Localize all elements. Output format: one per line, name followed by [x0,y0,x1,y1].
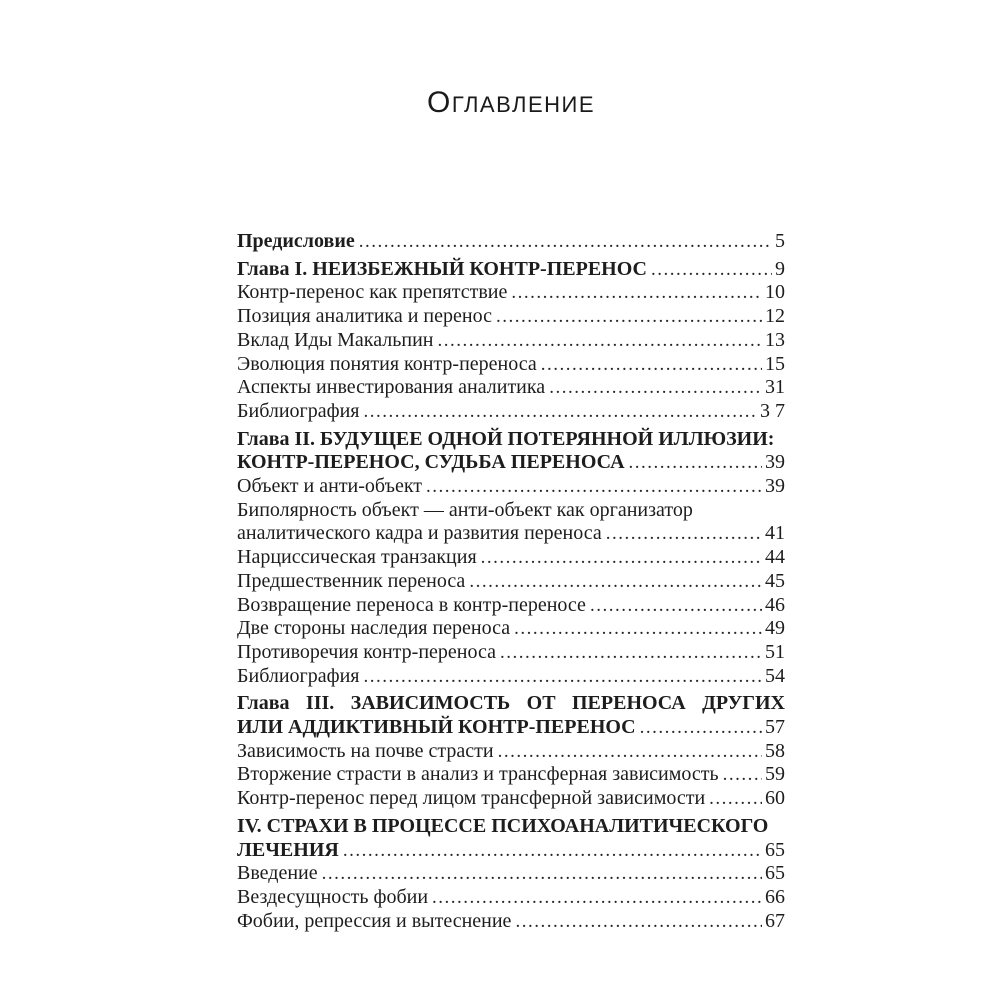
dot-leader [481,546,762,570]
toc-entry-page: 54 [765,664,785,687]
toc-entry [237,740,785,764]
table-of-contents [237,230,785,933]
toc-entry-page: 49 [765,617,785,640]
page-title: ОГЛАВЛЕНИЕ [426,86,596,119]
toc-entry [237,665,785,689]
toc-entry [237,594,785,618]
toc-entry-label: ИЛИ АДДИКТИВНЫЙ КОНТР-ПЕРЕНОС [237,716,636,739]
dot-leader [432,886,762,910]
toc-entry-label: Вклад Иды Макальпин [237,328,434,351]
toc-entry-label: Вторжение страсти в анализ и трансферная зависимость [237,763,719,786]
dot-leader [496,305,762,329]
toc-entry-line2 [237,522,785,546]
toc-entry [237,400,785,424]
dot-leader [515,910,762,934]
toc-entry-label: Предшественник переноса [237,569,466,592]
toc-entry [237,641,785,665]
toc-entry-page: 58 [765,739,785,762]
toc-entry-line2 [237,839,785,863]
toc-entry-page: 45 [765,569,785,592]
toc-entry-line1: Биполярность объект — анти-объект как организатор [237,498,693,521]
toc-entry-chapter [237,428,785,475]
dot-leader [590,594,762,618]
dot-leader [469,570,762,594]
toc-entry-page: 13 [765,328,785,351]
toc-entry [237,617,785,641]
toc-entry-page: 44 [765,546,785,569]
toc-entry-page: 15 [765,352,785,375]
toc-entry-line2 [237,451,785,475]
toc-entry-label: Возвращение переноса в контр-переносе [237,593,586,616]
toc-entry-label: Контр-перенос как препятствие [237,281,508,304]
toc-entry-page: 60 [765,787,785,810]
toc-entry-page: 41 [765,522,785,545]
dot-leader [606,522,762,546]
toc-entry-chapter [237,815,785,862]
dot-leader [514,617,762,641]
dot-leader [364,665,763,689]
dot-leader [629,451,762,475]
toc-entry-label: Библиография [237,399,360,422]
toc-entry-page: 3 7 [760,399,785,422]
toc-entry-label: Позиция аналитика и перенос [237,305,492,328]
toc-entry-page: 46 [765,593,785,616]
dot-leader [709,787,762,811]
dot-leader [364,400,758,424]
dot-leader [500,641,762,665]
toc-entry-label: Аспекты инвестирования аналитика [237,376,546,399]
toc-entry-label: Нарциссическая транзакция [237,546,477,569]
toc-entry-page: 57 [765,716,785,739]
dot-leader [498,740,762,764]
toc-entry-label: Контр-перенос перед лицом трансферной зависимости [237,787,706,810]
toc-entry-chapter [237,258,785,282]
dot-leader [426,475,762,499]
toc-entry [237,281,785,305]
toc-entry-label: Две стороны наследия переноса [237,617,511,640]
toc-entry-page: 65 [765,862,785,885]
toc-entry-label: Объект и анти-объект [237,475,423,498]
toc-entry-page: 66 [765,885,785,908]
toc-entry-label: Зависимость на почве страсти [237,739,494,762]
toc-entry-line1: IV. СТРАХИ В ПРОЦЕССЕ ПСИХОАНАЛИТИЧЕСКОГО [237,814,769,837]
dot-leader [437,329,762,353]
dot-leader [549,376,762,400]
toc-entry-line1: Глава II. БУДУЩЕЕ ОДНОЙ ПОТЕРЯННОЙ ИЛЛЮЗИИ: [237,427,775,450]
toc-entry-label: КОНТР-ПЕРЕНОС, СУДЬБА ПЕРЕНОСА [237,451,625,474]
toc-entry-label: Введение [237,862,318,885]
toc-entry [237,763,785,787]
toc-entry-page: 59 [765,763,785,786]
dot-leader [343,839,762,863]
toc-entry-line1: Глава III. ЗАВИСИМОСТЬ ОТ ПЕРЕНОСА ДРУГИХ [237,692,785,715]
toc-entry [237,376,785,400]
toc-entry-label: ЛЕЧЕНИЯ [237,838,339,861]
dot-leader [651,258,772,282]
toc-entry-line2 [237,716,785,740]
toc-entry [237,886,785,910]
dot-leader [640,716,762,740]
toc-entry-page: 65 [765,838,785,861]
toc-entry-label: аналитического кадра и развития переноса [237,522,602,545]
toc-entry-page: 9 [775,257,785,280]
toc-entry [237,787,785,811]
toc-entry-label: Предисловие [237,230,355,252]
toc-entry-page: 39 [765,451,785,474]
toc-entry-page: 5 [775,230,785,252]
toc-entry [237,305,785,329]
dot-leader [511,281,762,305]
toc-entry-page: 39 [765,475,785,498]
toc-entry-page: 12 [765,305,785,328]
toc-entry-page: 51 [765,640,785,663]
toc-entry-label: Библиография [237,664,360,687]
toc-entry-label: Противоречия контр-переноса [237,640,496,663]
toc-entry [237,230,785,254]
toc-entry [237,499,785,546]
toc-entry [237,353,785,377]
toc-entry [237,546,785,570]
toc-entry-label: Глава I. НЕИЗБЕЖНЫЙ КОНТР-ПЕРЕНОС [237,257,647,280]
toc-entry [237,475,785,499]
toc-entry-label: Фобии, репрессия и вытеснение [237,909,512,932]
dot-leader [541,353,762,377]
dot-leader [359,230,772,254]
toc-entry-label: Вездесущность фобии [237,885,429,908]
toc-entry-chapter [237,692,785,739]
toc-entry [237,570,785,594]
toc-entry-label: Эволюция понятия контр-переноса [237,352,537,375]
toc-entry-page: 10 [765,281,785,304]
toc-entry-page: 67 [765,909,785,932]
toc-entry-page: 31 [765,376,785,399]
toc-entry [237,329,785,353]
toc-entry [237,862,785,886]
dot-leader [723,763,762,787]
dot-leader [322,862,762,886]
toc-entry [237,910,785,934]
